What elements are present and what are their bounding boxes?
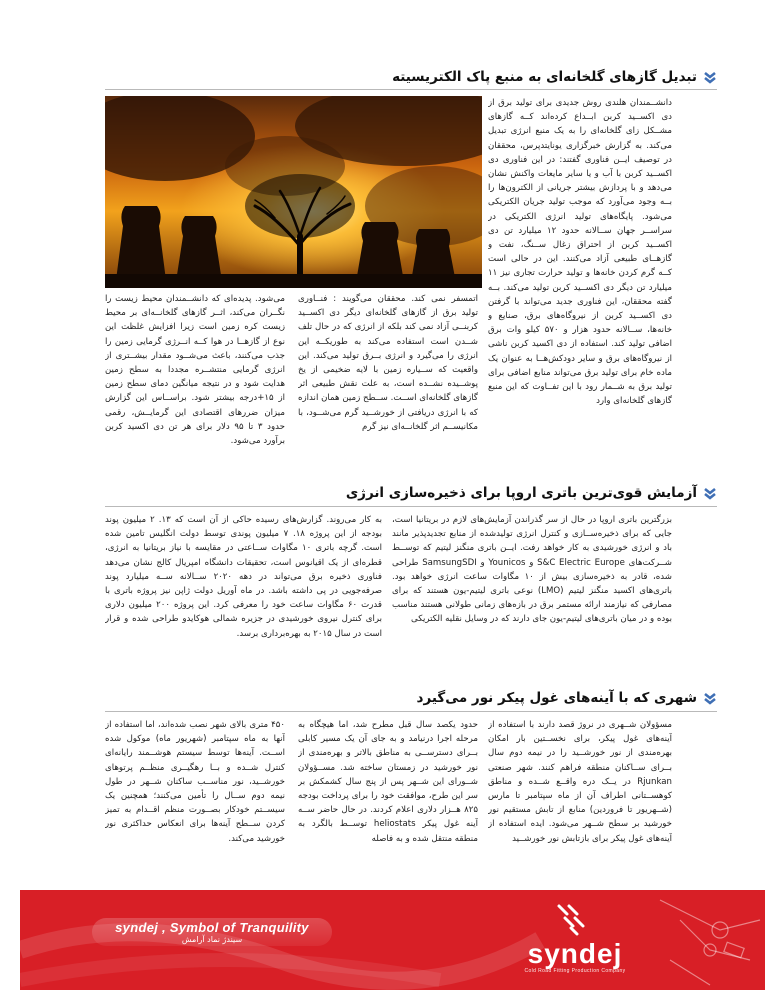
article-1-heading	[392, 68, 717, 86]
brand-block	[520, 940, 630, 974]
paragraph: به کار می‌روند. گزارش‌های رسیده حاکی از آن است که ۱۳. ۲ میلیون پوند بودجه از این پروژه ۱۸. ۷ میلیون پوندی توسط دولت انگلیس تامین شده است. گرچه باتری ۱۰ مگاوات ســاعتی در مقایسه با نیاز بریتانیا به انرژی، قطره‌ای از یک اقیانوس است، تحقیقات دانشگاه امپریال کالج نشان می‌دهد فناوری ذخیره برق می‌تواند در دهه ۲۰۲۰ ســالانه ســه میلیارد پوند صرفه‌جویی در پی داشته باشد. در ماه آوریل دولت ژاپن نیز پروژه باتری با قدرت ۶۰ مگاوات ساعت خود را معرفی کرد. این پروژه ۲۰۰ میلیون دلاری برای کنترل نیروی خورشیدی در جزیره شمالی هوکایدو طراحی شده و قرار است در سال ۲۰۱۵ به بهره‌برداری برسد.	[105, 515, 382, 639]
brand-name: syndej	[527, 938, 623, 969]
chevron-down-icon	[703, 486, 717, 500]
article-1-column-3	[105, 292, 285, 466]
paragraph: می‌شود. پدیده‌ای که دانشــمندان محیط زیست را نگــران می‌کند، اثــر گازهای گلخانــه‌ای بر محیط زیست کره زمین است زیرا افزایش غلظت این نوع از گازهــا در هوا کــه انــرژی گرمایی زمین را جذب می‌کنند، باعث می‌شــود مقدار بیشــتری از انرژی گرمایی منتشــره مجددا به سطح زمین هدایت شود و در نتیجه میانگین دمای سطح زمین از ۱۵+درجه بیشتر شود. براســاس این گزارش میزان ضررهای اقتصادی این گرمایــش، رقمی حدود ۳ تا ۹۵ دلار برای هر تن دی اکسید کربن برآورد می‌شود.	[105, 294, 285, 447]
brand-tagline: Cold Road Fitting Production Company	[524, 968, 626, 974]
article-3-heading	[417, 689, 717, 707]
article-1-column-2	[298, 292, 478, 466]
article-title: تبدیل گازهای گلخانه‌ای به منبع پاک الکتریسیته	[392, 69, 697, 85]
article-2-heading	[346, 484, 717, 502]
article-3-column-2	[298, 718, 478, 874]
footer-banner	[20, 890, 765, 990]
article-3-column-3	[105, 718, 285, 874]
slogan-persian: سیندژ نماد آرامش	[181, 935, 243, 944]
paragraph: دانشــمندان هلندی روش جدیدی برای تولید برق از دی اکســید کربن ابــداع کرده‌اند کــه گازهای مشــکل زای گلخانه‌ای را به یک منبع انرژی تبدیل می‌کند. به گزارش خبرگزاری یونایتدپرس، محققان در توصیف ایــن فناوری گفتند: در این فناوری دی اکســید کربن با آب و یا سایر مایعات واکنش نشان می‌دهد و با پردازش بیشتر جریانی از الکترون‌ها را بــه وجود می‌آورد که موجب تولید جریان الکتریکی می‌شود. پایگاه‌های تولید انرژی الکتریکی در سراســر جهان ســالانه حدود ۱۲ میلیارد تن دی اکســید کربن از احتراق زغال ســنگ، نفت و گازهــای طبیعی آزاد می‌کنند. این در حالی است کــه گرم کردن خانه‌ها و تولید حرارت تجاری نیز ۱۱ میلیارد تن دیگر دی اکســید کربن تولید می‌کند. بــه گفته محققان، این فناوری جدید می‌تواند با گرفتن دی اکســید کربن از نیروگاه‌های برق، صنایع و خانه‌ها، ســالانه حدود هزار و ۵۷۰ کیلو وات برق اضافی تولید کند. استفاده از دی اکسید کربن ناشی از نیروگاه‌های برق و سایر دودکش‌هــا به عنوان یک ماده خام برای تولید برق می‌تواند منابع اضافی برای تولید برق به شــمار رود با این تفــاوت که این منبع گازهای گلخانه‌ای وارد	[488, 98, 672, 407]
paragraph: اتمسفر نمی کند. محققان می‌گویند : فنــاوری تولید برق از گازهای گلخانه‌ای دیگر دی اکســید کربنــی آزاد نمی کند بلکه از انرژی که در حال تلف شــدن است استفاده می‌کند به طوریکــه این انرژی را می‌گیرد و انرژی بــرق تولید می‌کند. این واقعیت که ســیاره زمین با لایه ضخیمی از یخ پوشــیده نشــده است، به علت نقش طبیعی اثر گازهای گلخانه‌ای اســت. ســطح زمین همان اندازه که با انرژی دریافتی از خورشــید گرم می‌شــود، با مکانیســم اثر گلخانــه‌ای نیز گرم	[298, 294, 478, 432]
photo-power-plant	[105, 96, 482, 288]
article-1-column-1	[488, 96, 672, 466]
article-3-column-1	[488, 718, 672, 874]
paragraph: مسؤولان شــهری در نروژ قصد دارند با استفاده از آینه‌های غول پیکر، برای نخســتین بار امکان بهره‌مندی از نور خورشــید را در نیمه دوم سال بــرای ســاکنان منطقه فراهم کنند. شهر صنعتی Rjunkan در یــک دره واقــع شــده و مناطق کوهســتانی اطراف آن از ماه سپتامبر تا مارس (شــهریور تا فروردین) منابع از تابش مستقیم نور خورشید بر سطح شــهر می‌شود. ایده استفاده از آینه‌های غول پیکر برای بازتابش نور خورشــید	[488, 720, 672, 844]
slogan-english: syndej , Symbol of Tranquility	[115, 920, 309, 935]
chevron-down-icon	[703, 70, 717, 84]
divider	[105, 89, 717, 90]
divider	[105, 506, 717, 507]
article-2-column-2	[105, 513, 382, 663]
divider	[105, 711, 717, 712]
paragraph: ۴۵۰ متری بالای شهر نصب شده‌اند، اما استفاده از آنها به ماه سپتامبر (شهریور ماه) موکول شده اســت. آینه‌ها توسط سیستم هوشــمند رایانه‌ای کنترل شــده و بــا رهگیــری منظــم پرتوهای خورشــید، نور مناســب ساکنان شــهر در طول نیمه دوم ســال را تأمین می‌کنند؛ همچنین یک سیســتم خودکار بصــورت منظم اقــدام به تمیز کردن ســطح آینه‌ها برای انعکاس حداکثری نور خورشید می‌کند.	[105, 720, 285, 844]
paragraph: بزرگترین باتری اروپا در حال از سر گذراندن آزمایش‌های لازم در بریتانیا است، جایی که برای ذخیره‌ســازی و کنترل انرژی تولیدشده از منابع تجدیدپذیر مانند باد و انرژی خورشیدی به کار خواهد رفت. ایــن باتری منگنز لیتیم که توســط شــرکت‌های S&C Electric Europe و Younicos و SamsungSDI طراحی شده، قادر به ذخیره‌سازی بیش از ۱۰ مگاوات ساعت انرژی خواهد بود. باتری‌های اکسید منگنز لیتیم (LMO) نوعی باتری لیتیم-یون هستند که برای مصارفی که نیازمند ارائه مستمر برق در بازه‌های زمانی طولانی هستند مناسب بوده و در میان باتری‌های لیتیم-یون جای دارند که در وسایل نقلیه الکتریکی	[392, 515, 672, 625]
footer-slogan	[92, 918, 332, 946]
article-title: آزمایش قوی‌ترین باتری اروپا برای ذخیره‌سازی انرژی	[345, 485, 697, 501]
article-2-column-1	[392, 513, 672, 663]
article-title: شهری که با آینه‌های غول پیکر نور می‌گیرد	[416, 690, 697, 706]
paragraph: حدود یکصد سال قبل مطرح شد، اما هیچگاه به مرحله اجرا درنیامد و به جای آن یک مسیر کابلی بــرای دسترســی به مناطق بالاتر و بهره‌مندی از نور خورشید در زمستان ساخته شد. مســؤولان شــورای این شــهر پس از پنج سال کشمکش بر سر این طرح، موافقت خود را برای پرداخت بودجه ۸۲۵ هــزار دلاری اعلام کردند. در حال حاضر ســه آینه غول پیکر heliostats توســط بالگرد به منطقه منتقل شده و به فاصله	[298, 720, 478, 844]
syndej-logo-icon	[555, 902, 593, 936]
chevron-down-icon	[703, 691, 717, 705]
